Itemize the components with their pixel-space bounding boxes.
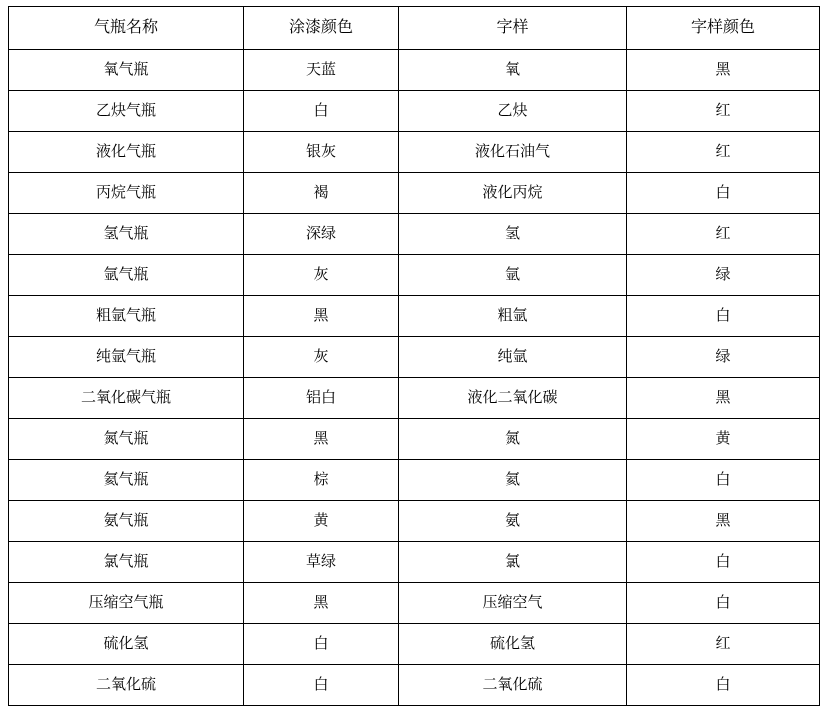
cell-name: 纯氩气瓶 [9, 337, 244, 378]
cell-paint-color: 白 [244, 624, 399, 665]
table-row [9, 132, 820, 173]
cell-lettering: 乙炔 [399, 91, 627, 132]
cell-lettering-color: 红 [627, 132, 820, 173]
cell-paint-color: 黑 [244, 583, 399, 624]
cell-paint-color: 草绿 [244, 542, 399, 583]
cell-paint-color: 铝白 [244, 378, 399, 419]
cell-name: 液化气瓶 [9, 132, 244, 173]
cell-lettering-color: 黑 [627, 378, 820, 419]
cell-paint-color: 白 [244, 665, 399, 706]
table-row [9, 378, 820, 419]
cell-lettering: 氮 [399, 419, 627, 460]
table-row [9, 583, 820, 624]
table-row [9, 542, 820, 583]
cell-lettering-color: 绿 [627, 337, 820, 378]
table-header-row [9, 7, 820, 50]
cell-paint-color: 天蓝 [244, 50, 399, 91]
column-header-name: 气瓶名称 [9, 7, 244, 50]
cell-lettering: 压缩空气 [399, 583, 627, 624]
cell-lettering: 液化丙烷 [399, 173, 627, 214]
cell-lettering: 氧 [399, 50, 627, 91]
cell-lettering: 粗氩 [399, 296, 627, 337]
cell-lettering-color: 黑 [627, 50, 820, 91]
cell-name: 氯气瓶 [9, 542, 244, 583]
cell-name: 乙炔气瓶 [9, 91, 244, 132]
table-body [9, 50, 820, 706]
column-header-lettering-color: 字样颜色 [627, 7, 820, 50]
cell-name: 二氧化碳气瓶 [9, 378, 244, 419]
cell-paint-color: 深绿 [244, 214, 399, 255]
cell-paint-color: 银灰 [244, 132, 399, 173]
cell-name: 二氧化硫 [9, 665, 244, 706]
table-row [9, 501, 820, 542]
cell-name: 氩气瓶 [9, 255, 244, 296]
cell-lettering: 液化石油气 [399, 132, 627, 173]
cell-lettering-color: 白 [627, 583, 820, 624]
cell-paint-color: 灰 [244, 337, 399, 378]
cell-lettering: 氩 [399, 255, 627, 296]
cell-name: 氦气瓶 [9, 460, 244, 501]
table-row [9, 337, 820, 378]
cell-lettering-color: 黑 [627, 501, 820, 542]
cell-lettering-color: 白 [627, 173, 820, 214]
table-header [9, 7, 820, 50]
gas-cylinder-color-table [8, 6, 820, 706]
cell-lettering: 硫化氢 [399, 624, 627, 665]
table-row [9, 173, 820, 214]
cell-lettering-color: 红 [627, 91, 820, 132]
cell-name: 粗氩气瓶 [9, 296, 244, 337]
cell-name: 压缩空气瓶 [9, 583, 244, 624]
table-row [9, 296, 820, 337]
cell-paint-color: 黑 [244, 419, 399, 460]
table-row [9, 419, 820, 460]
cell-lettering-color: 白 [627, 296, 820, 337]
cell-name: 氮气瓶 [9, 419, 244, 460]
cell-lettering-color: 黄 [627, 419, 820, 460]
cell-paint-color: 灰 [244, 255, 399, 296]
cell-lettering-color: 红 [627, 624, 820, 665]
cell-lettering: 氯 [399, 542, 627, 583]
cell-lettering-color: 白 [627, 665, 820, 706]
cell-lettering: 纯氩 [399, 337, 627, 378]
cell-name: 氧气瓶 [9, 50, 244, 91]
cell-lettering-color: 白 [627, 460, 820, 501]
cell-lettering-color: 白 [627, 542, 820, 583]
cell-paint-color: 褐 [244, 173, 399, 214]
cell-lettering-color: 红 [627, 214, 820, 255]
cell-paint-color: 黑 [244, 296, 399, 337]
cell-name: 丙烷气瓶 [9, 173, 244, 214]
column-header-lettering: 字样 [399, 7, 627, 50]
cell-lettering: 液化二氧化碳 [399, 378, 627, 419]
table-row [9, 460, 820, 501]
cell-lettering: 氦 [399, 460, 627, 501]
table-row [9, 665, 820, 706]
cell-lettering: 二氧化硫 [399, 665, 627, 706]
column-header-paint-color: 涂漆颜色 [244, 7, 399, 50]
cell-name: 硫化氢 [9, 624, 244, 665]
cell-lettering-color: 绿 [627, 255, 820, 296]
table-row [9, 214, 820, 255]
table-row [9, 50, 820, 91]
table-row [9, 624, 820, 665]
table-row [9, 91, 820, 132]
cell-paint-color: 白 [244, 91, 399, 132]
cell-name: 氨气瓶 [9, 501, 244, 542]
cell-lettering: 氢 [399, 214, 627, 255]
cell-lettering: 氨 [399, 501, 627, 542]
table-row [9, 255, 820, 296]
cell-paint-color: 黄 [244, 501, 399, 542]
cell-paint-color: 棕 [244, 460, 399, 501]
cell-name: 氢气瓶 [9, 214, 244, 255]
